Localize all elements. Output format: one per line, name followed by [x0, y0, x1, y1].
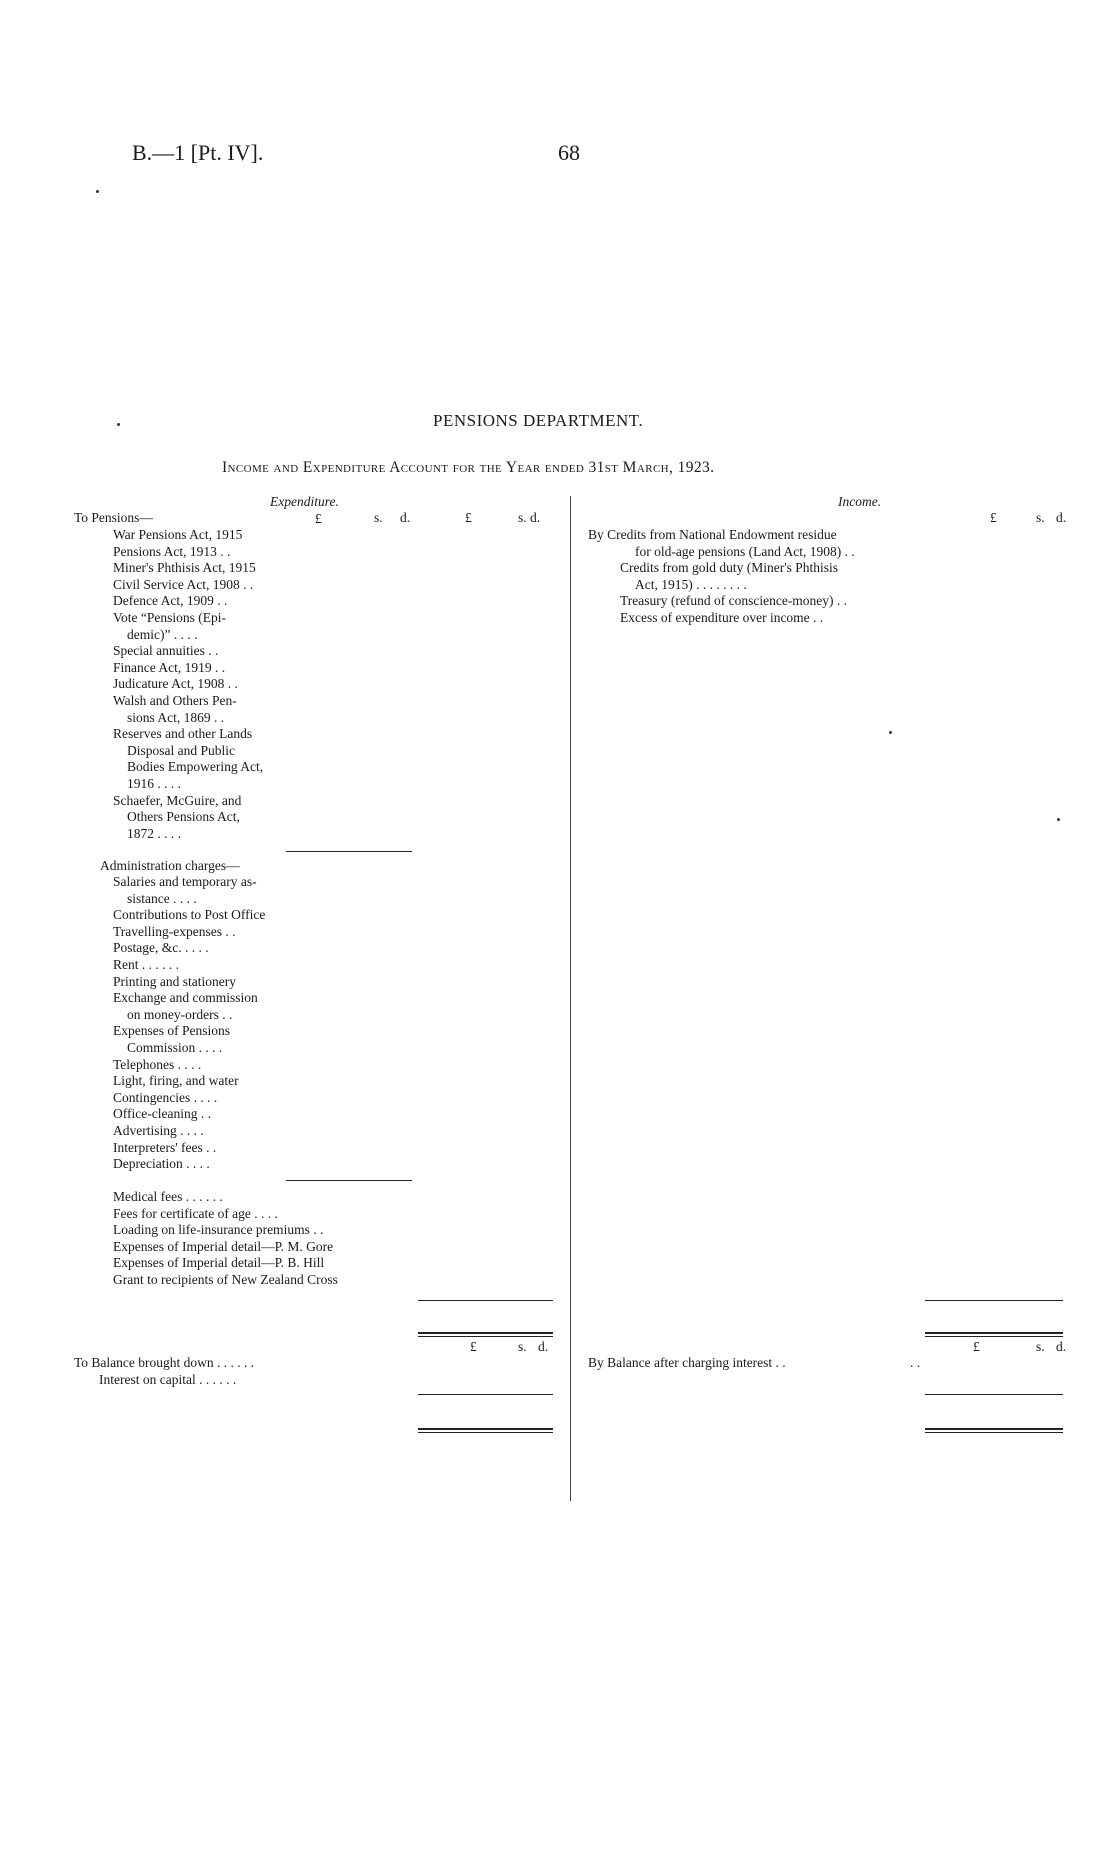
admin-item-label: Commission . . . . — [127, 1040, 223, 1055]
pension-item-label: Vote “Pensions (Epi- — [113, 610, 226, 625]
pension-item-label: Disposal and Public — [127, 742, 235, 758]
income-balance-col-pound: £ — [973, 1339, 980, 1354]
report-code: B.—1 [Pt. IV]. — [132, 140, 264, 165]
other-expense-label: Medical fees . . . . . . — [113, 1189, 223, 1204]
page-title: PENSIONS DEPARTMENT. — [433, 411, 644, 430]
pension-item-label: Miner's Phthisis Act, 1915 — [113, 560, 256, 576]
pension-item-label: Reserves and other Lands — [113, 726, 253, 742]
balance-col-d: d. — [538, 1339, 549, 1354]
income-balance-col-d: d. — [1056, 1339, 1067, 1354]
balance-row-label: To Balance brought down . . . . . . — [74, 1355, 255, 1370]
grand-total-rule-bottom — [418, 1332, 553, 1334]
admin-item-label: Salaries and temporary as- — [113, 874, 257, 889]
other-expense-label: Loading on life-insurance premiums . . — [113, 1222, 324, 1238]
income-col-pound: £ — [990, 510, 997, 525]
other-expense-label: Expenses of Imperial detail—P. B. Hill — [113, 1255, 325, 1271]
col-header-d: d. — [400, 510, 411, 525]
other-expense-label: Grant to recipients of New Zealand Cross — [113, 1272, 338, 1287]
income-grand-rule-bottom2 — [925, 1336, 1063, 1337]
admin-heading: Administration charges— — [100, 858, 240, 873]
grand-total-rule-top — [418, 1300, 553, 1301]
other-expense-label: Fees for certificate of age . . . . — [113, 1205, 278, 1221]
to-pensions-heading: To Pensions— — [74, 510, 153, 525]
speck — [117, 423, 120, 426]
income-col-s: s. — [1036, 510, 1045, 525]
income-heading: Income. — [838, 494, 882, 509]
column-divider — [570, 496, 571, 1501]
admin-subtotal-rule — [286, 1180, 412, 1181]
income-item-label: Excess of expenditure over income . . — [620, 610, 824, 625]
income-balance-leader: . . — [910, 1355, 921, 1370]
pensions-subtotal-rule — [286, 851, 412, 852]
income-item-label: Act, 1915) . . . . . . . . — [635, 576, 747, 592]
balance-total-rule-top — [418, 1394, 553, 1395]
pension-item-label: Finance Act, 1919 . . — [113, 659, 226, 675]
pension-item-label: 1872 . . . . — [127, 825, 181, 841]
pension-item-label: Pensions Act, 1913 . . — [113, 543, 231, 559]
admin-item-label: Rent . . . . . . — [113, 957, 179, 972]
admin-item-label: on money-orders . . — [127, 1006, 233, 1022]
income-grand-rule-bottom — [925, 1332, 1063, 1334]
admin-item-label: Printing and stationery — [113, 973, 236, 989]
pension-item-label: sions Act, 1869 . . — [127, 709, 225, 725]
admin-item-label: Contributions to Post Office — [113, 907, 266, 923]
admin-item-label: Telephones . . . . — [113, 1056, 202, 1072]
pension-item-label: Schaefer, McGuire, and — [113, 792, 242, 808]
income-balance-rule-bottom — [925, 1428, 1063, 1430]
income-item-label: By Credits from National Endowment residue — [588, 527, 837, 542]
speck — [96, 190, 99, 193]
pension-item-label: Walsh and Others Pen- — [113, 693, 237, 708]
col-header-pound: £ — [315, 511, 322, 526]
admin-item-label: Postage, &c. . . . . — [113, 940, 209, 956]
balance-row-label: Interest on capital . . . . . . — [99, 1371, 237, 1387]
income-balance-label: By Balance after charging interest . . — [588, 1355, 786, 1370]
income-item-label: Credits from gold duty (Miner's Phthisis — [620, 560, 839, 576]
admin-item-label: Light, firing, and water — [113, 1073, 239, 1089]
other-expense-label: Expenses of Imperial detail—P. M. Gore — [113, 1238, 334, 1254]
income-col-d: d. — [1056, 510, 1067, 525]
admin-item-label: sistance . . . . — [127, 890, 197, 906]
income-balance-rule-bottom2 — [925, 1432, 1063, 1433]
income-balance-col-s: s. — [1036, 1339, 1045, 1354]
pension-item-label: Civil Service Act, 1908 . . — [113, 576, 254, 592]
admin-item-label: Interpreters' fees . . — [113, 1139, 217, 1155]
income-item-label: for old-age pensions (Land Act, 1908) . . — [635, 543, 855, 559]
admin-item-label: Expenses of Pensions — [113, 1023, 230, 1039]
pension-item-label: Special annuities . . — [113, 643, 219, 659]
pension-item-label: War Pensions Act, 1915 — [113, 527, 243, 542]
expenditure-heading: Expenditure. — [270, 494, 339, 509]
pension-item-label: Others Pensions Act, — [127, 809, 240, 825]
admin-item-label: Depreciation . . . . — [113, 1156, 210, 1172]
pension-item-label: Judicature Act, 1908 . . — [113, 676, 238, 692]
admin-item-label: Contingencies . . . . — [113, 1089, 218, 1105]
balance-total-rule-bottom2 — [418, 1432, 553, 1433]
admin-item-label: Office-cleaning . . — [113, 1106, 211, 1122]
account-subtitle: Income and Expenditure Account for the Year ended 31st March, 1923. — [222, 459, 715, 476]
speck — [889, 731, 892, 734]
col-header-s: s. — [374, 510, 383, 525]
balance-total-rule-bottom — [418, 1428, 553, 1430]
balance-col-s: s. — [518, 1339, 527, 1354]
grand-total-rule-bottom2 — [418, 1336, 553, 1337]
income-grand-rule-top — [925, 1300, 1063, 1301]
pension-item-label: Defence Act, 1909 . . — [113, 593, 228, 609]
admin-item-label: Travelling-expenses . . — [113, 923, 236, 939]
main-col-header-pound: £ — [465, 510, 472, 525]
income-balance-rule-top — [925, 1394, 1063, 1395]
page-number: 68 — [558, 140, 580, 165]
admin-item-label: Exchange and commission — [113, 990, 258, 1006]
pension-item-label: demic)” . . . . — [127, 626, 198, 642]
pension-item-label: Bodies Empowering Act, — [127, 759, 264, 775]
income-item-label: Treasury (refund of conscience-money) . . — [620, 593, 848, 609]
admin-item-label: Advertising . . . . — [113, 1123, 204, 1138]
pension-item-label: 1916 . . . . — [127, 776, 181, 791]
main-col-header-sd: s. d. — [518, 510, 541, 525]
speck — [1057, 818, 1060, 821]
balance-col-pound: £ — [470, 1339, 477, 1354]
